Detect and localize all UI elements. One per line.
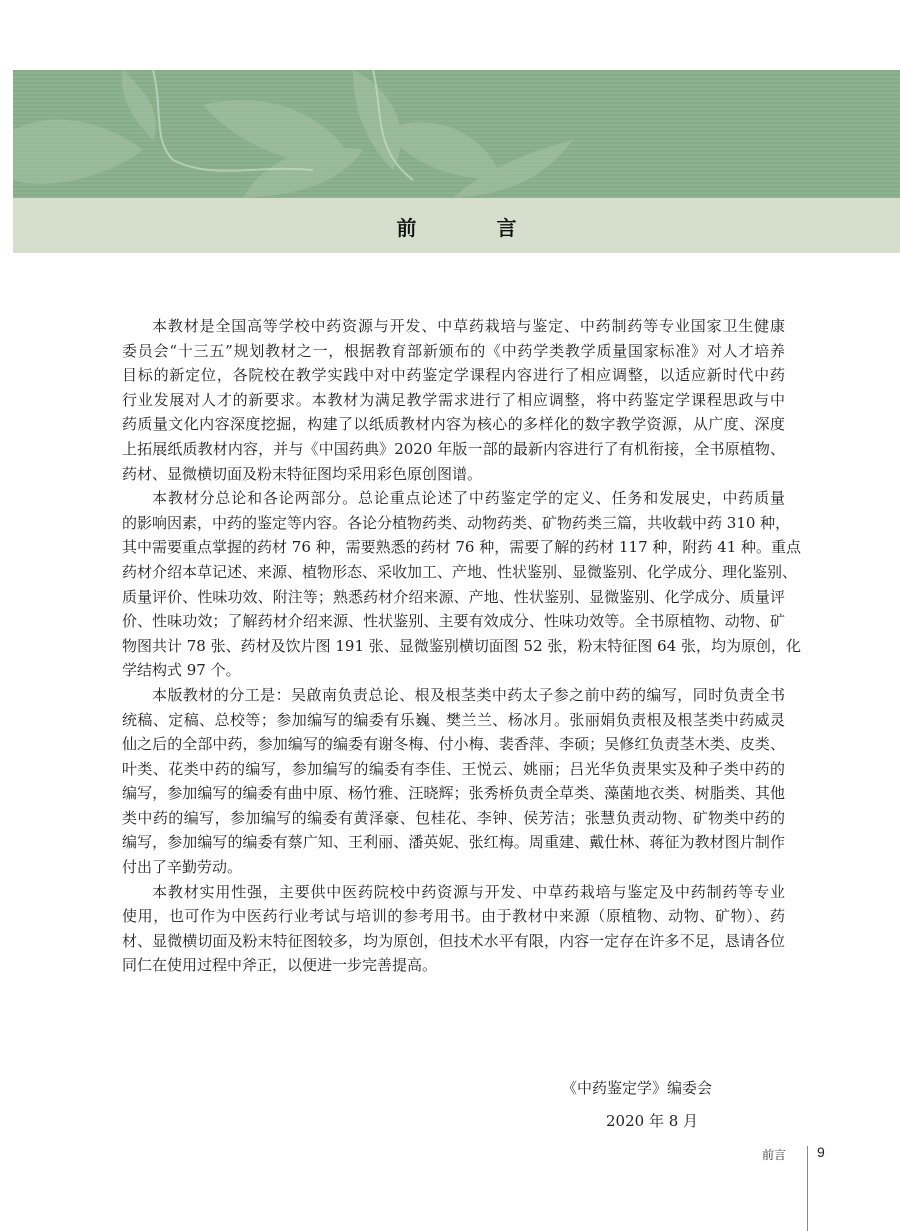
- text-line: 统稿、定稿、总校等；参加编写的编委有乐巍、樊兰兰、杨冰月。张丽娟负责根及根茎类中药威灵: [122, 710, 785, 729]
- paragraph: [122, 880, 785, 978]
- text-line: 药材介绍本草记述、来源、植物形态、采收加工、产地、性状鉴别、显微鉴别、化学成分、理化鉴别、: [122, 562, 798, 581]
- signature-date: 2020 年 8 月: [606, 1112, 699, 1130]
- text-line: 其中需要重点掌握的药材 76 种，需要熟悉的药材 76 种，需要了解的药材 117 种，附药 41 种。重点: [122, 538, 802, 557]
- footer-divider: [807, 1146, 808, 1231]
- text-line: 价、性味功效；了解药材介绍来源、性状鉴别、主要有效成分、性味功效等。全书原植物、动物、矿: [122, 612, 785, 631]
- paragraph: [122, 486, 802, 683]
- text-line: 使用，也可作为中医药行业考试与培训的参考用书。由于教材中来源（原植物、动物、矿物）、药: [122, 907, 785, 926]
- text-line: 叶类、花类中药的编写，参加编写的编委有李佳、王悦云、姚丽；吕光华负责果实及种子类中药的: [122, 759, 785, 778]
- title-band: [13, 198, 900, 253]
- page-number: 9: [817, 1144, 825, 1160]
- header-banner-image: [13, 70, 900, 198]
- text-line: 上拓展纸质教材内容，并与《中国药典》2020 年版一部的最新内容进行了有机衔接，全书原植物、: [122, 439, 785, 458]
- paragraph: [122, 314, 785, 486]
- text-line: 目标的新定位，各院校在教学实践中对中药鉴定学课程内容进行了相应调整，以适应新时代中药: [122, 366, 785, 385]
- text-line: 本教材实用性强，主要供中医药院校中药资源与开发、中草药栽培与鉴定及中药制药等专业: [152, 882, 785, 901]
- text-line: 编写，参加编写的编委有曲中原、杨竹雅、汪晓辉；张秀桥负责全草类、藻菌地衣类、树脂类、其他: [122, 784, 785, 803]
- text-line: 质量评价、性味功效、附注等；熟悉药材介绍来源、产地、性状鉴别、显微鉴别、化学成分、质量评: [122, 587, 785, 606]
- text-line: 学结构式 97 个。: [122, 661, 241, 680]
- text-line: 物图共计 78 张、药材及饮片图 191 张、显微鉴别横切面图 52 张，粉末特征图 64 张，均为原创，化: [122, 636, 802, 655]
- text-line: 同仁在使用过程中斧正，以便进一步完善提高。: [122, 956, 438, 975]
- paragraph: [122, 683, 785, 880]
- page-title: 前 言: [396, 216, 547, 240]
- signature-org: 《中药鉴定学》编委会: [562, 1079, 713, 1097]
- text-line: 材、显微横切面及粉末特征图较多，均为原创，但技术水平有限，内容一定存在许多不足，恳请各位: [122, 931, 785, 950]
- text-line: 编写，参加编写的编委有蔡广知、王利丽、潘英妮、张红梅。周重建、戴仕林、蒋征为教材图片制作: [122, 833, 785, 852]
- preface-body: [122, 314, 802, 978]
- text-line: 药材、显微横切面及粉末特征图均采用彩色原创图谱。: [122, 464, 483, 483]
- text-line: 本教材是全国高等学校中药资源与开发、中草药栽培与鉴定、中药制药等专业国家卫生健康: [152, 317, 785, 335]
- text-line: 类中药的编写，参加编写的编委有黄泽豪、包桂花、李钟、侯芳洁；张慧负责动物、矿物类中药的: [122, 808, 785, 827]
- text-line: 行业发展对人才的新要求。本教材为满足教学需求进行了相应调整，将中药鉴定学课程思政与中: [122, 390, 785, 409]
- text-line: 的影响因素，中药的鉴定等内容。各论分植物药类、动物药类、矿物药类三篇，共收载中药 310 种，: [122, 513, 791, 532]
- leaf-illustration-icon: [13, 70, 900, 198]
- text-line: 付出了辛勤劳动。: [122, 858, 243, 877]
- text-line: 仙之后的全部中药，参加编写的编委有谢冬梅、付小梅、裴香萍、李硕；吴修红负责茎木类、皮类、: [122, 735, 785, 754]
- text-line: 本教材分总论和各论两部分。总论重点论述了中药鉴定学的定义、任务和发展史，中药质量: [152, 489, 785, 508]
- text-line: 委员会“十三五”规划教材之一，根据教育部新颁布的《中药学类教学质量国家标准》对人才培养: [122, 341, 785, 360]
- text-line: 药质量文化内容深度挖掘，构建了以纸质教材内容为核心的多样化的数字教学资源，从广度、深度: [122, 415, 785, 434]
- text-line: 本版教材的分工是：吴啟南负责总论、根及根茎类中药太子参之前中药的编写，同时负责全书: [152, 685, 785, 704]
- running-footer-section: 前言: [762, 1148, 787, 1162]
